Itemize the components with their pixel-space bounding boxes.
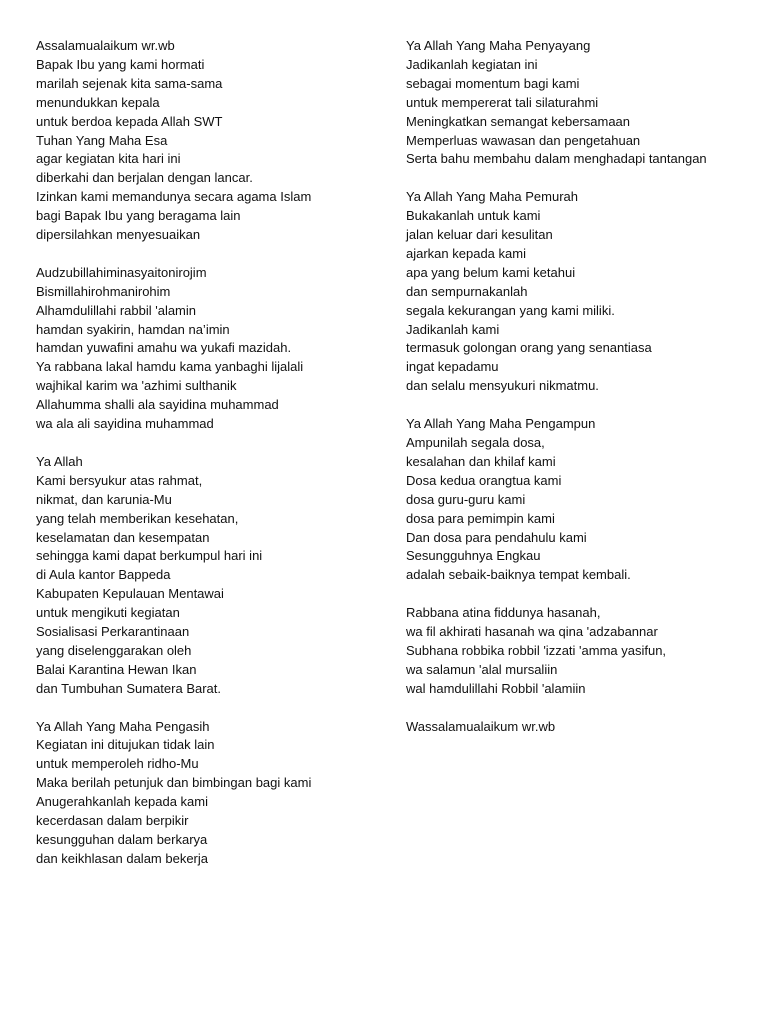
text-line: Anugerahkanlah kepada kami <box>36 794 209 810</box>
prayer-stanza <box>36 264 366 434</box>
text-line: hamdan yuwafini amahu wa yukafi mazidah. <box>36 340 292 356</box>
prayer-stanza <box>406 604 746 699</box>
prayer-stanza <box>406 718 746 737</box>
text-line: untuk memperoleh ridho-Mu <box>36 756 199 772</box>
text-line: Memperluas wawasan dan pengetahuan <box>406 132 641 148</box>
text-line: Ampunilah segala dosa, <box>406 435 545 450</box>
text-line: Tuhan Yang Maha Esa <box>36 132 168 148</box>
text-line: wajhikal karim wa 'azhimi sulthanik <box>36 378 237 394</box>
text-line: termasuk golongan orang yang senantiasa <box>406 340 652 356</box>
text-line: kesungguhan dalam berkarya <box>36 832 208 848</box>
text-line: Bapak Ibu yang kami hormati <box>36 56 205 72</box>
text-line: Maka berilah petunjuk dan bimbingan bagi kami <box>36 775 312 791</box>
right-text-column <box>406 37 746 755</box>
text-line: Ya Allah Yang Maha Pengasih <box>36 718 210 734</box>
text-line: Ya Allah Yang Maha Pemurah <box>406 189 579 205</box>
text-line: Allahumma shalli ala sayidina muhammad <box>36 397 279 413</box>
text-line: dan Tumbuhan Sumatera Barat. <box>36 680 222 696</box>
text-line: Ya Allah <box>36 453 83 469</box>
text-line: Serta bahu membahu dalam menghadapi tantangan <box>406 151 707 167</box>
text-line: Kami bersyukur atas rahmat, <box>36 472 203 488</box>
text-line: sebagai momentum bagi kami <box>406 75 580 91</box>
text-line: dan keikhlasan dalam bekerja <box>36 850 208 866</box>
prayer-stanza <box>406 37 746 169</box>
prayer-stanza <box>406 415 746 585</box>
text-line: Subhana robbika robbil 'izzati 'amma yasifun, <box>406 642 667 658</box>
text-line: keselamatan dan kesempatan <box>36 529 210 545</box>
text-line: untuk mempererat tali silaturahmi <box>406 94 599 110</box>
text-line: wa fil akhirati hasanah wa qina 'adzabannar <box>406 624 658 640</box>
text-line: Jadikanlah kami <box>406 321 500 337</box>
text-line: Kabupaten Kepulauan Mentawai <box>36 586 224 602</box>
text-line: Jadikanlah kegiatan ini <box>406 56 538 72</box>
text-line: jalan keluar dari kesulitan <box>406 227 553 243</box>
text-line: dan selalu mensyukuri nikmatmu. <box>406 378 599 394</box>
text-line: yang telah memberikan kesehatan, <box>36 510 239 526</box>
text-line: Izinkan kami memandunya secara agama Islam <box>36 189 312 205</box>
text-line: segala kekurangan yang kami miliki. <box>406 302 615 318</box>
text-line: diberkahi dan berjalan dengan lancar. <box>36 170 253 186</box>
text-line: dan sempurnakanlah <box>406 283 528 299</box>
text-line: Ya Allah Yang Maha Penyayang <box>406 38 591 53</box>
text-line: Sesungguhnya Engkau <box>406 548 541 564</box>
text-line: wa salamun 'alal mursaliin <box>406 661 558 677</box>
text-line: menundukkan kepala <box>36 94 160 110</box>
text-line: dosa guru-guru kami <box>406 491 526 507</box>
text-line: untuk berdoa kepada Allah SWT <box>36 113 223 129</box>
text-line: yang diselenggarakan oleh <box>36 642 192 658</box>
text-line: Audzubillahiminasyaitonirojim <box>36 264 207 280</box>
text-line: agar kegiatan kita hari ini <box>36 151 181 167</box>
prayer-stanza <box>406 188 746 396</box>
text-line: di Aula kantor Bappeda <box>36 567 171 583</box>
text-line: Sosialisasi Perkarantinaan <box>36 624 190 640</box>
text-line: Dan dosa para pendahulu kami <box>406 529 587 545</box>
text-line: Ya Allah Yang Maha Pengampun <box>406 416 596 432</box>
prayer-stanza <box>36 37 366 245</box>
text-line: Alhamdulillahi rabbil 'alamin <box>36 302 197 318</box>
text-line: wa ala ali sayidina muhammad <box>36 416 214 432</box>
text-line: Rabbana atina fiddunya hasanah, <box>406 605 601 621</box>
text-line: ajarkan kepada kami <box>406 245 526 261</box>
text-line: dipersilahkan menyesuaikan <box>36 227 201 243</box>
left-text-column <box>36 37 366 888</box>
text-line: kesalahan dan khilaf kami <box>406 453 556 469</box>
text-line: sehingga kami dapat berkumpul hari ini <box>36 548 263 564</box>
text-line: apa yang belum kami ketahui <box>406 264 576 280</box>
text-line: Ya rabbana lakal hamdu kama yanbaghi lijalali <box>36 359 304 375</box>
text-line: untuk mengikuti kegiatan <box>36 605 180 621</box>
text-line: bagi Bapak Ibu yang beragama lain <box>36 208 241 224</box>
prayer-stanza <box>36 453 366 699</box>
text-line: adalah sebaik-baiknya tempat kembali. <box>406 567 631 583</box>
text-line: Meningkatkan semangat kebersamaan <box>406 113 631 129</box>
text-line: hamdan syakirin, hamdan na’imin <box>36 321 230 337</box>
text-line: dosa para pemimpin kami <box>406 510 555 526</box>
text-line: kecerdasan dalam berpikir <box>36 813 189 829</box>
text-line: Assalamualaikum wr.wb <box>36 38 175 53</box>
text-line: Bismillahirohmanirohim <box>36 283 171 299</box>
text-line: Kegiatan ini ditujukan tidak lain <box>36 737 215 753</box>
text-line: wal hamdulillahi Robbil 'alamiin <box>406 680 586 696</box>
text-line: nikmat, dan karunia-Mu <box>36 491 172 507</box>
text-line: marilah sejenak kita sama-sama <box>36 75 223 91</box>
prayer-stanza <box>36 718 366 869</box>
text-line: Balai Karantina Hewan Ikan <box>36 661 197 677</box>
text-line: Dosa kedua orangtua kami <box>406 472 562 488</box>
text-line: Wassalamualaikum wr.wb <box>406 718 556 734</box>
text-line: Bukakanlah untuk kami <box>406 208 541 224</box>
text-line: ingat kepadamu <box>406 359 499 375</box>
